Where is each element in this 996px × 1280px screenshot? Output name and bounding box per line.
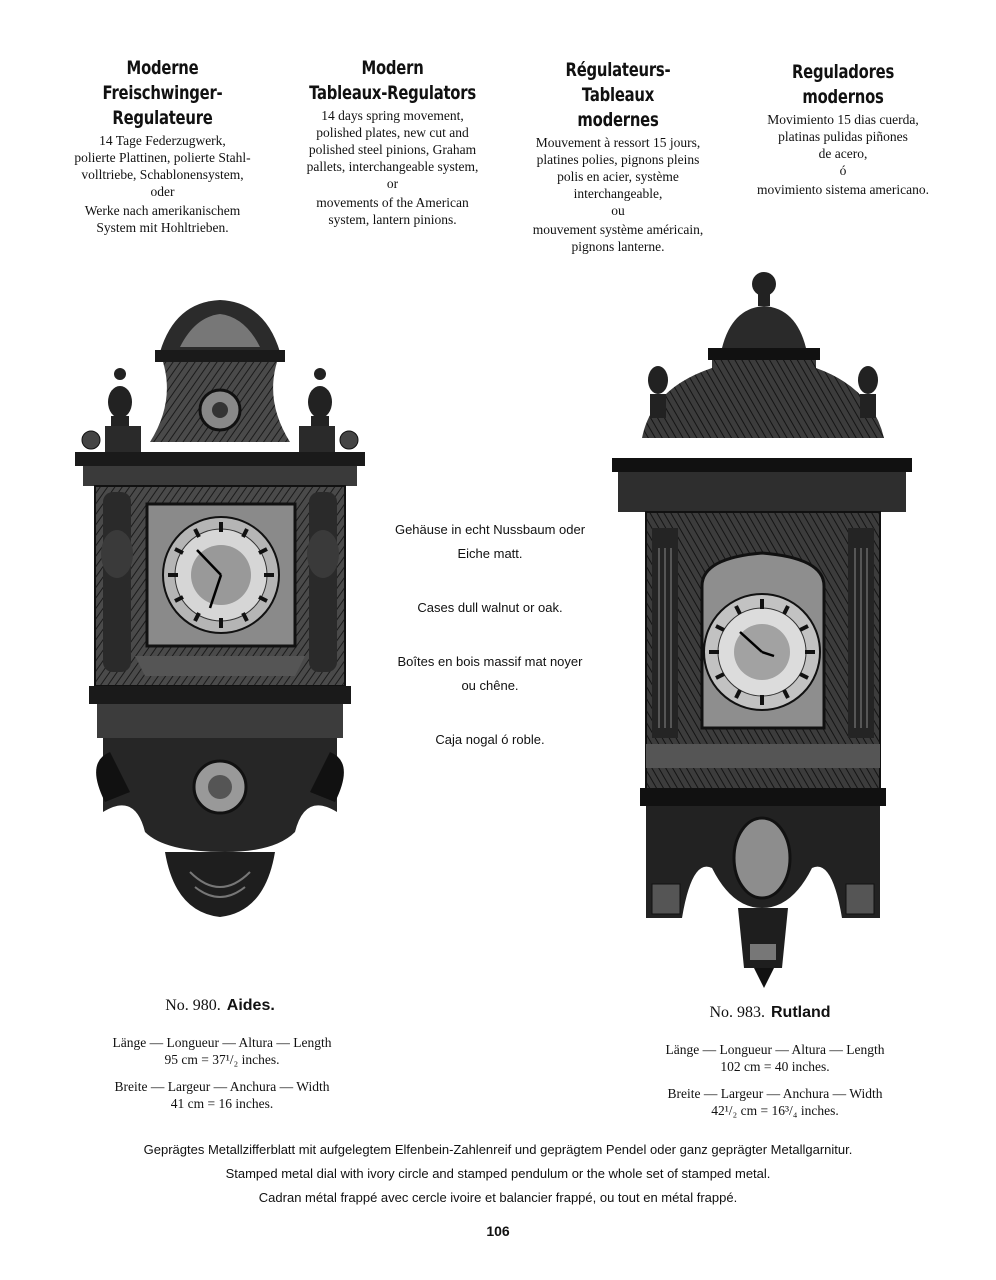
text-line: system, lantern pinions. (328, 212, 457, 227)
heading-line: Moderne (126, 57, 199, 79)
dimensions-aides (92, 1034, 352, 1112)
footer-line: Geprägtes Metallzifferblatt mit aufgelegtem Elfenbein-Zahlenreif und geprägtem Pendel oder ganz geprägter Metallgarnitur. (143, 1142, 853, 1157)
case-description (375, 518, 605, 752)
case-text-line: Gehäuse in echt Nussbaum oder (394, 522, 586, 537)
page-number: 106 (486, 1223, 510, 1239)
width-label: Breite — Largeur — Anchura — Width (667, 1086, 883, 1101)
length-value: 102 cm = 40 inches. (720, 1059, 830, 1074)
footer-line: Stamped metal dial with ivory circle and stamped pendulum or the whole set of stamped metal. (225, 1166, 771, 1181)
clock-illustration-rutland (612, 268, 912, 993)
text-line: volltriebe, Schablonensystem, (81, 167, 244, 182)
model-name: Rutland (771, 1004, 831, 1021)
text-line: polished plates, new cut and (316, 125, 469, 140)
text-line: interchangeable, (573, 186, 663, 201)
header-column-french (508, 58, 728, 255)
text-line: movimiento sistema americano. (756, 182, 930, 197)
model-title-rutland (670, 1004, 870, 1022)
text-line: oder (150, 184, 175, 199)
model-number: No. 980. (165, 997, 221, 1014)
footer-description (0, 1138, 996, 1210)
column-heading (309, 56, 477, 106)
text-line: Movimiento 15 dias cuerda, (767, 112, 919, 127)
heading-line: Modern (361, 57, 424, 79)
clock-illustration-aides (75, 292, 365, 920)
heading-line: Tableaux-Regulators (309, 82, 476, 104)
column-heading (79, 56, 247, 131)
width-value: 42¹/₂ cm = 16³/₄ inches. (711, 1103, 839, 1118)
text-line: ó (839, 163, 847, 178)
text-line: 14 days spring movement, (321, 108, 464, 123)
width-value: 41 cm = 16 inches. (170, 1096, 274, 1111)
text-line: polis en acier, système (557, 169, 679, 184)
header-column-english (285, 56, 500, 228)
text-line: Mouvement à ressort 15 jours, (535, 135, 701, 150)
case-text-line: Boîtes en bois massif mat noyer (397, 654, 583, 669)
header-column-german (55, 56, 270, 236)
model-title-aides (120, 997, 320, 1015)
model-number: No. 983. (709, 1004, 765, 1021)
text-line: 14 Tage Federzugwerk, (99, 133, 226, 148)
length-value: 95 cm = 37¹/₂ inches. (164, 1052, 280, 1067)
text-line: or (386, 176, 399, 191)
column-heading (761, 60, 925, 110)
heading-line: Freischwinger-Regulateure (102, 82, 223, 129)
text-line: de acero, (818, 146, 868, 161)
header-column-spanish (738, 60, 948, 198)
text-line: pignons lanterne. (571, 239, 665, 254)
text-line: pallets, interchangeable system, (306, 159, 479, 174)
text-line: Werke nach amerikanischem (84, 203, 241, 218)
heading-line: modernes (577, 109, 659, 131)
footer-line: Cadran métal frappé avec cercle ivoire et balancier frappé, ou tout en métal frappé. (258, 1190, 738, 1205)
case-text-line: Caja nogal ó roble. (435, 732, 545, 747)
text-line: ou (611, 203, 625, 218)
text-line: System mit Hohltrieben. (96, 220, 229, 235)
heading-line: Reguladores (791, 61, 895, 83)
width-label: Breite — Largeur — Anchura — Width (114, 1079, 330, 1094)
length-label: Länge — Longueur — Altura — Length (112, 1035, 332, 1050)
heading-line: Régulateurs-Tableaux (565, 59, 671, 106)
text-line: mouvement système américain, (532, 222, 704, 237)
column-heading (532, 58, 704, 133)
length-label: Länge — Longueur — Altura — Length (665, 1042, 885, 1057)
text-line: polierte Plattinen, polierte Stahl- (74, 150, 251, 165)
heading-line: modernos (802, 86, 884, 108)
model-name: Aides. (226, 997, 275, 1014)
case-text-line: Eiche matt. (457, 546, 523, 561)
text-line: platines polies, pignons pleins (536, 152, 700, 167)
text-line: polished steel pinions, Graham (308, 142, 477, 157)
text-line: movements of the American (316, 195, 469, 210)
case-text-line: Cases dull walnut or oak. (417, 600, 563, 615)
text-line: platinas pulidas piñones (778, 129, 908, 144)
case-text-line: ou chêne. (461, 678, 519, 693)
dimensions-rutland (640, 1041, 910, 1119)
